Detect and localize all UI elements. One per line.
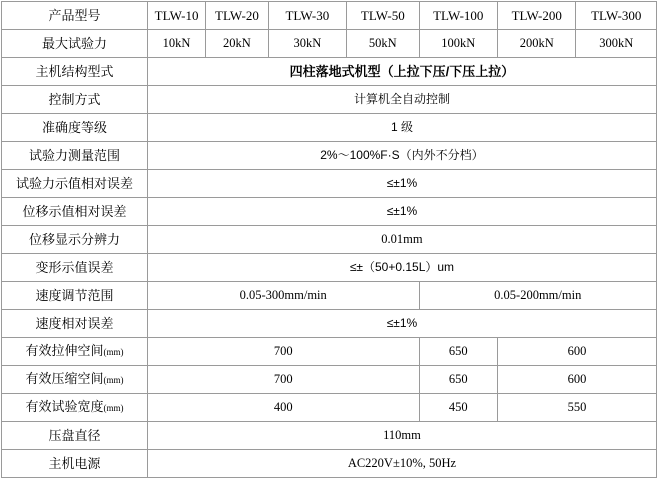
row-label: 压盘直径 xyxy=(2,422,148,450)
row-value: ≤±（50+0.15L）um xyxy=(147,254,656,282)
row-value: 650 xyxy=(419,338,497,366)
row-value: AC220V±10%, 50Hz xyxy=(147,450,656,478)
row-value: 计算机全自动控制 xyxy=(147,86,656,114)
row-label: 速度相对误差 xyxy=(2,310,148,338)
compression-space-row xyxy=(2,366,657,394)
row-value: 20kN xyxy=(206,30,268,58)
unit-label: (mm) xyxy=(103,375,124,385)
max-force-row xyxy=(2,30,657,58)
row-value: TLW-200 xyxy=(497,2,575,30)
row-label: 最大试验力 xyxy=(2,30,148,58)
row-label: 变形示值误差 xyxy=(2,254,148,282)
row-value: TLW-10 xyxy=(147,2,205,30)
row-value: 400 xyxy=(147,394,419,422)
tensile-space-row xyxy=(2,338,657,366)
row-label: 位移显示分辨力 xyxy=(2,226,148,254)
row-value: 450 xyxy=(419,394,497,422)
force-error-row xyxy=(2,170,657,198)
row-value: 550 xyxy=(497,394,656,422)
row-value: TLW-300 xyxy=(576,2,657,30)
row-value: ≤±1% xyxy=(147,170,656,198)
row-value: 700 xyxy=(147,366,419,394)
row-value: 30kN xyxy=(268,30,346,58)
row-value: ≤±1% xyxy=(147,198,656,226)
row-value: 0.05-200mm/min xyxy=(419,282,656,310)
row-value: 110mm xyxy=(147,422,656,450)
row-value: TLW-50 xyxy=(347,2,419,30)
deformation-error-row xyxy=(2,254,657,282)
row-value: TLW-20 xyxy=(206,2,268,30)
unit-label: (mm) xyxy=(103,403,124,413)
unit-label: (mm) xyxy=(103,347,124,357)
row-label: 准确度等级 xyxy=(2,114,148,142)
row-value: 100kN xyxy=(419,30,497,58)
row-label: 有效压缩空间(mm) xyxy=(2,366,148,394)
specification-table xyxy=(1,1,657,478)
accuracy-grade-row xyxy=(2,114,657,142)
speed-error-row xyxy=(2,310,657,338)
structure-row xyxy=(2,58,657,86)
row-value: ≤±1% xyxy=(147,310,656,338)
row-label: 速度调节范围 xyxy=(2,282,148,310)
row-label: 控制方式 xyxy=(2,86,148,114)
row-label: 有效拉伸空间(mm) xyxy=(2,338,148,366)
row-label: 产品型号 xyxy=(2,2,148,30)
row-value: 600 xyxy=(497,366,656,394)
row-value: 0.05-300mm/min xyxy=(147,282,419,310)
displacement-resolution-row xyxy=(2,226,657,254)
row-value: 2%～100%F·S（内外不分档） xyxy=(147,142,656,170)
control-mode-row xyxy=(2,86,657,114)
row-value: 300kN xyxy=(576,30,657,58)
row-label: 试验力测量范围 xyxy=(2,142,148,170)
row-value: 10kN xyxy=(147,30,205,58)
row-value: 0.01mm xyxy=(147,226,656,254)
row-value: 1 级 xyxy=(147,114,656,142)
row-label: 有效试验宽度(mm) xyxy=(2,394,148,422)
row-label: 主机电源 xyxy=(2,450,148,478)
row-value: 50kN xyxy=(347,30,419,58)
row-label: 位移示值相对误差 xyxy=(2,198,148,226)
test-width-row xyxy=(2,394,657,422)
force-range-row xyxy=(2,142,657,170)
row-label: 主机结构型式 xyxy=(2,58,148,86)
row-value: 200kN xyxy=(497,30,575,58)
row-value: 700 xyxy=(147,338,419,366)
row-value: 600 xyxy=(497,338,656,366)
row-value: 650 xyxy=(419,366,497,394)
displacement-error-row xyxy=(2,198,657,226)
platen-diameter-row xyxy=(2,422,657,450)
row-value: 四柱落地式机型（上拉下压/下压上拉） xyxy=(147,58,656,86)
model-row xyxy=(2,2,657,30)
row-value: TLW-30 xyxy=(268,2,346,30)
speed-range-row xyxy=(2,282,657,310)
power-supply-row xyxy=(2,450,657,478)
row-value: TLW-100 xyxy=(419,2,497,30)
row-label: 试验力示值相对误差 xyxy=(2,170,148,198)
